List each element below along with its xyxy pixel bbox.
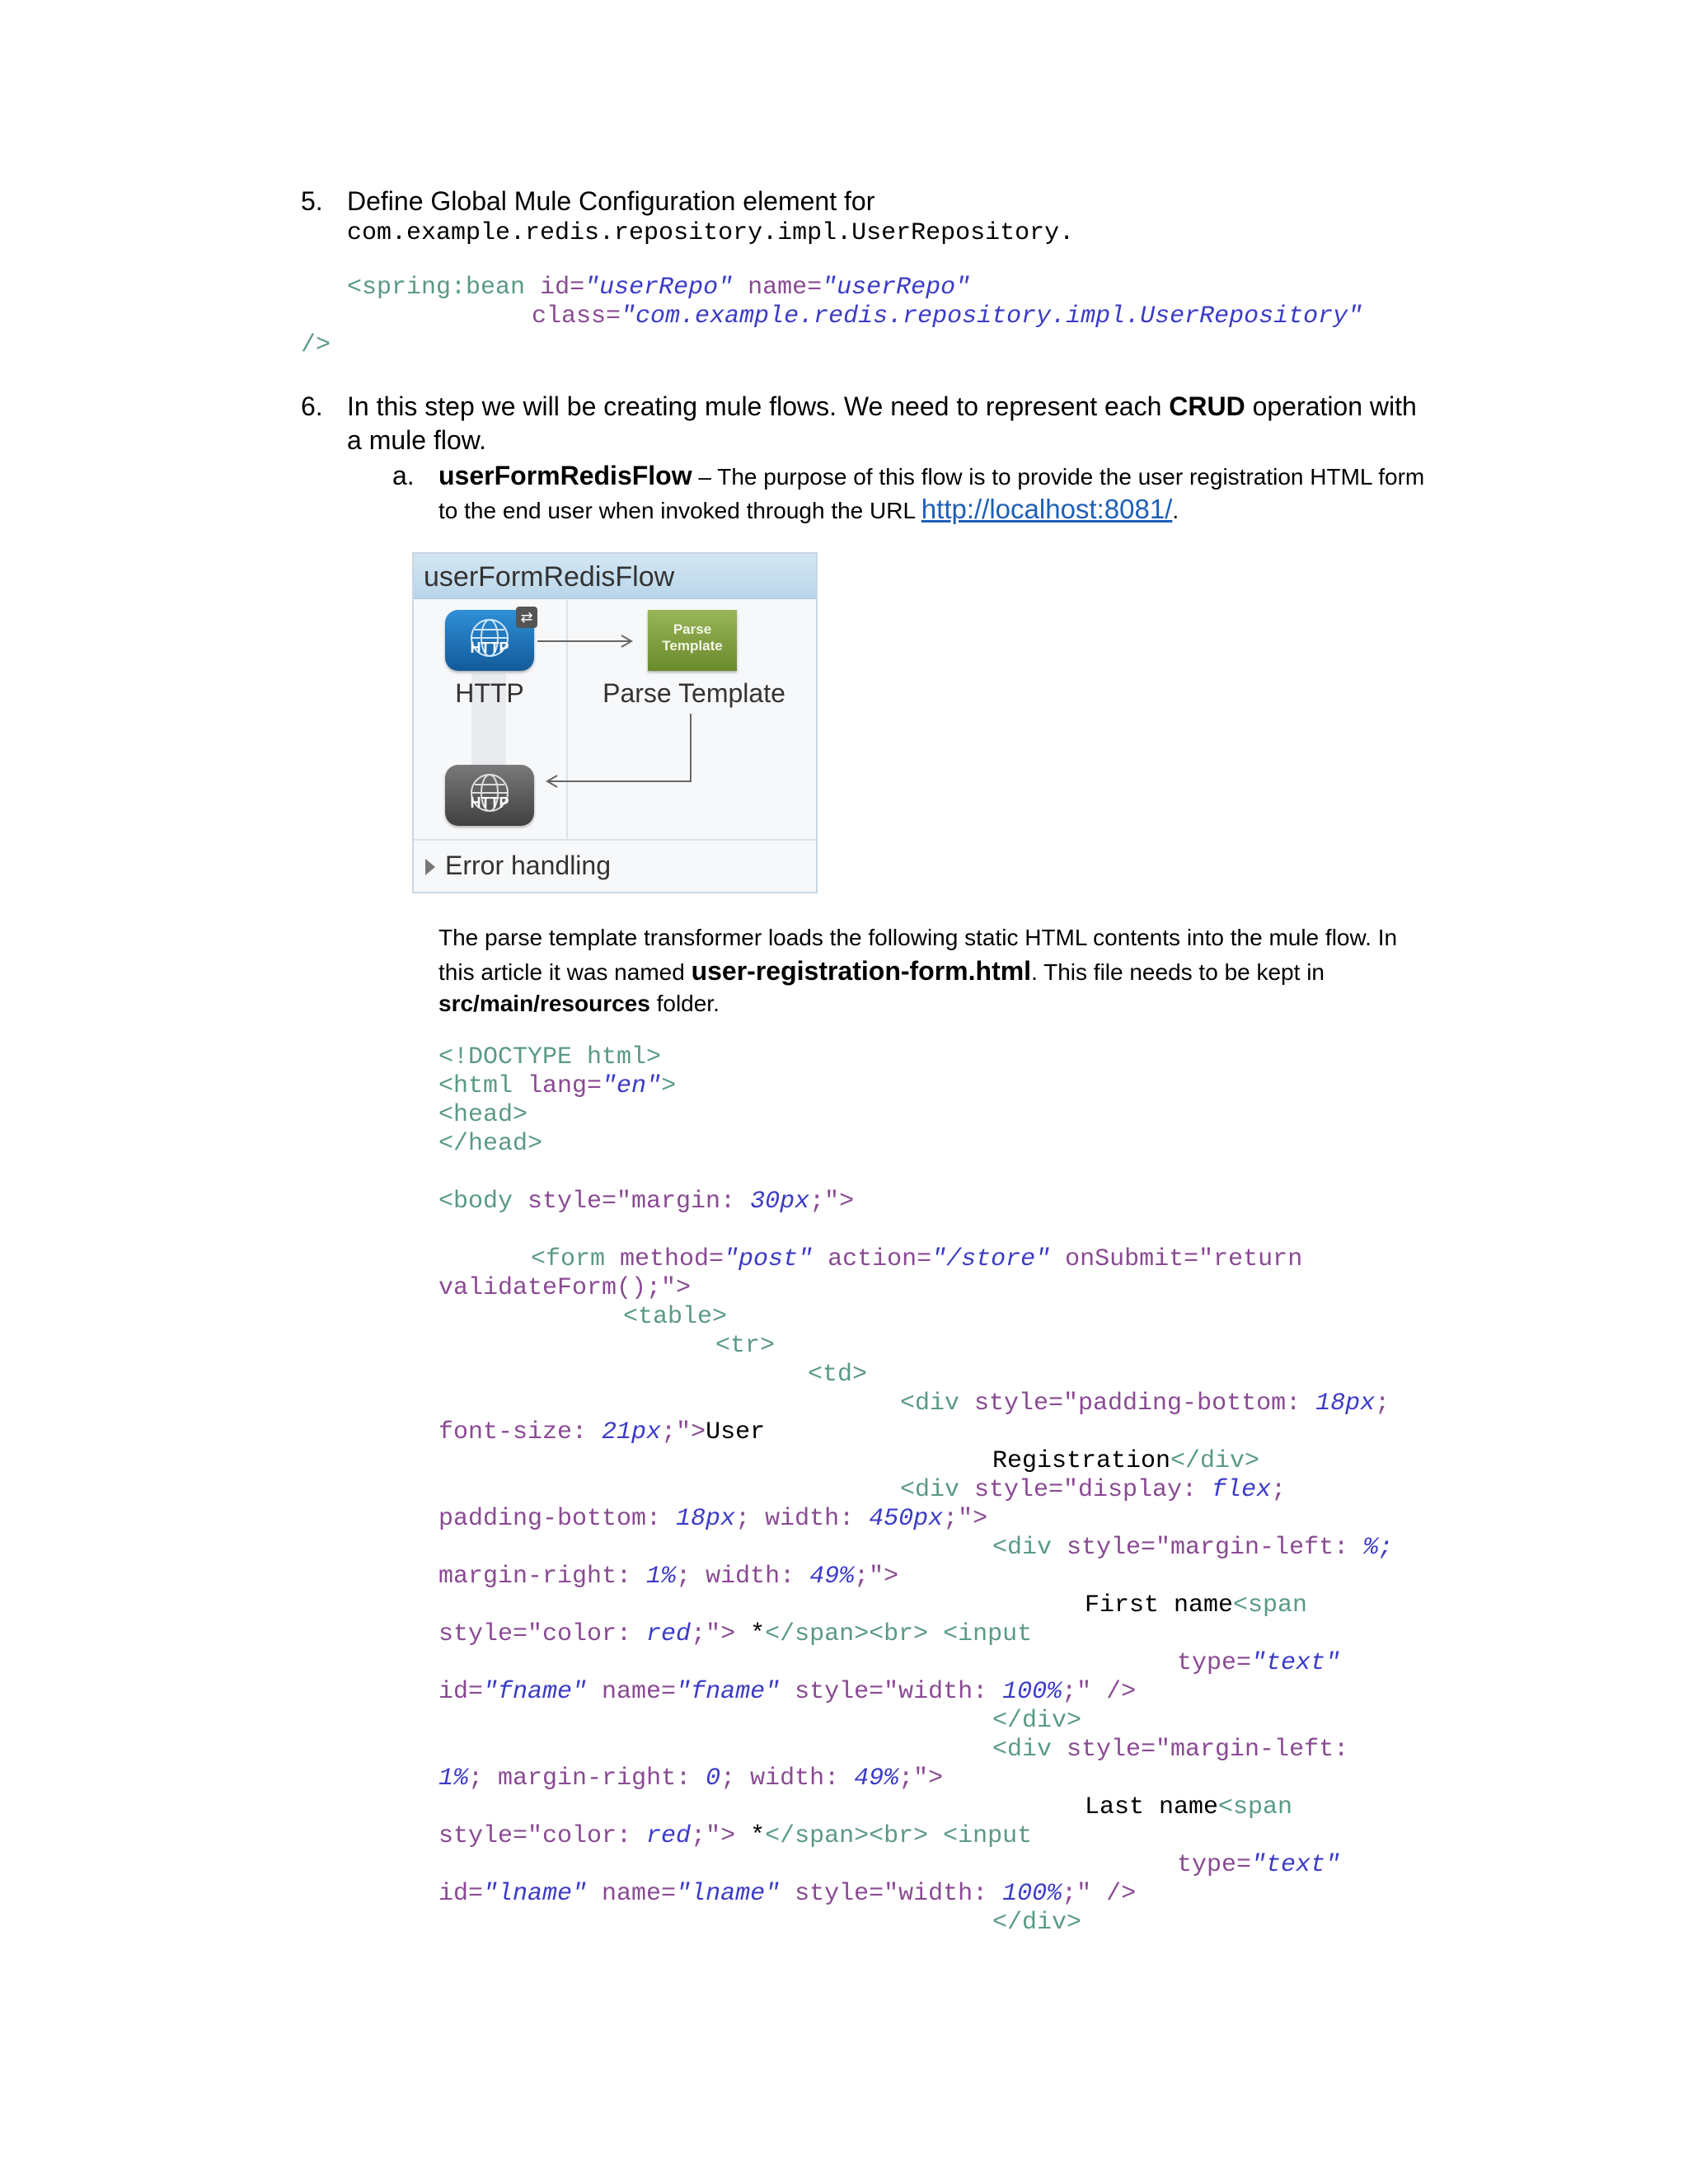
flow-header (414, 554, 816, 599)
code-head-close: </head> (438, 1130, 543, 1158)
expand-triangle-icon[interactable] (425, 859, 435, 875)
code-div3-open: <div style="margin-left: %; (992, 1534, 1394, 1562)
code-last-name: Last name<span (1085, 1793, 1293, 1821)
step6-line-1: In this step we will be creating mule flows. We need to represent each CRUD operation with (347, 391, 1417, 421)
code-form-open: <form method="post" action="/store" onSubmit="return (531, 1245, 1303, 1273)
bean-close: /> (301, 331, 331, 359)
item-a-line-2: to the end user when invoked through the URL http://localhost:8081/. (438, 494, 1179, 524)
code-type-2: type="text" (1177, 1851, 1341, 1879)
step6-line-2: a mule flow. (347, 425, 486, 455)
code-head-open: <head> (438, 1101, 528, 1129)
para-line-3: src/main/resources folder. (438, 991, 720, 1016)
code-type-1: type="text" (1177, 1649, 1341, 1677)
parse-template-label: Parse Template (603, 678, 785, 708)
http-response-icon[interactable]: HTTP (445, 765, 534, 826)
code-margin-right-1: margin-right: 1%; width: 49%;"> (438, 1563, 899, 1591)
step5-number: 5. (301, 186, 323, 216)
code-registration: Registration</div> (992, 1447, 1260, 1475)
code-td-open: <td> (808, 1361, 868, 1389)
flow-title: userFormRedisFlow (424, 561, 675, 593)
bean-line-2: class="com.example.redis.repository.impl.UserRepository" (532, 302, 1363, 330)
step5-text: Define Global Mule Configuration element for (347, 186, 875, 216)
code-tr-open: <tr> (715, 1332, 776, 1360)
localhost-link[interactable]: http://localhost:8081/ (921, 494, 1173, 524)
code-font-size: font-size: 21px;">User (438, 1418, 766, 1446)
code-fname-input: id="fname" name="fname" style="width: 100%;" /> (438, 1678, 1137, 1706)
step5-class-path: com.example.redis.repository.impl.UserRepository. (347, 219, 1075, 247)
item-a-line-1: userFormRedisFlow – The purpose of this flow is to provide the user registration HTML form (438, 461, 1425, 490)
bean-line-1: <spring:bean id="userRepo" name="userRepo" (347, 274, 971, 302)
code-div2-open: <div style="display: flex; (900, 1476, 1287, 1504)
para-line-2: this article it was named user-registration-form.html. This file needs to be kept in (438, 956, 1325, 986)
code-body-open: <body style="margin: 30px;"> (438, 1188, 855, 1216)
flow-diagram (412, 552, 818, 893)
item-a-letter: a. (392, 461, 415, 490)
http-inbound-icon[interactable]: HTTP ⇄ (445, 610, 534, 671)
code-span-style-1: style="color: red;"> *</span><br> <input (438, 1620, 1033, 1648)
para-line-1: The parse template transformer loads the following static HTML contents into the mule flow. In (438, 925, 1398, 950)
code-table-open: <table> (623, 1303, 728, 1331)
step6-number: 6. (301, 391, 323, 421)
flow-arrow-return (537, 712, 702, 794)
http-label: HTTP (455, 678, 524, 708)
flow-divider-horizontal (414, 839, 816, 841)
code-validate: validateForm();"> (438, 1274, 692, 1302)
code-div1-open: <div style="padding-bottom: 18px; (900, 1390, 1390, 1418)
code-html-open: <html lang="en"> (438, 1072, 677, 1100)
parse-template-icon[interactable]: Parse Template (648, 610, 737, 671)
code-padding-width: padding-bottom: 18px; width: 450px;"> (438, 1505, 988, 1533)
flow-arrow-right (537, 633, 636, 649)
code-span-style-2: style="color: red;"> *</span><br> <input (438, 1822, 1033, 1850)
code-doctype: <!DOCTYPE html> (438, 1043, 662, 1071)
code-div-close-1: </div> (992, 1707, 1082, 1735)
code-div-close-2: </div> (992, 1909, 1082, 1937)
exchange-icon: ⇄ (516, 607, 537, 628)
code-margin-right-2: 1%; margin-right: 0; width: 49%;"> (438, 1765, 944, 1793)
code-div4-open: <div style="margin-left: (992, 1736, 1349, 1764)
code-lname-input: id="lname" name="lname" style="width: 100%;" /> (438, 1880, 1137, 1908)
error-handling-label[interactable]: Error handling (445, 851, 611, 880)
code-first-name: First name<span (1085, 1591, 1308, 1619)
